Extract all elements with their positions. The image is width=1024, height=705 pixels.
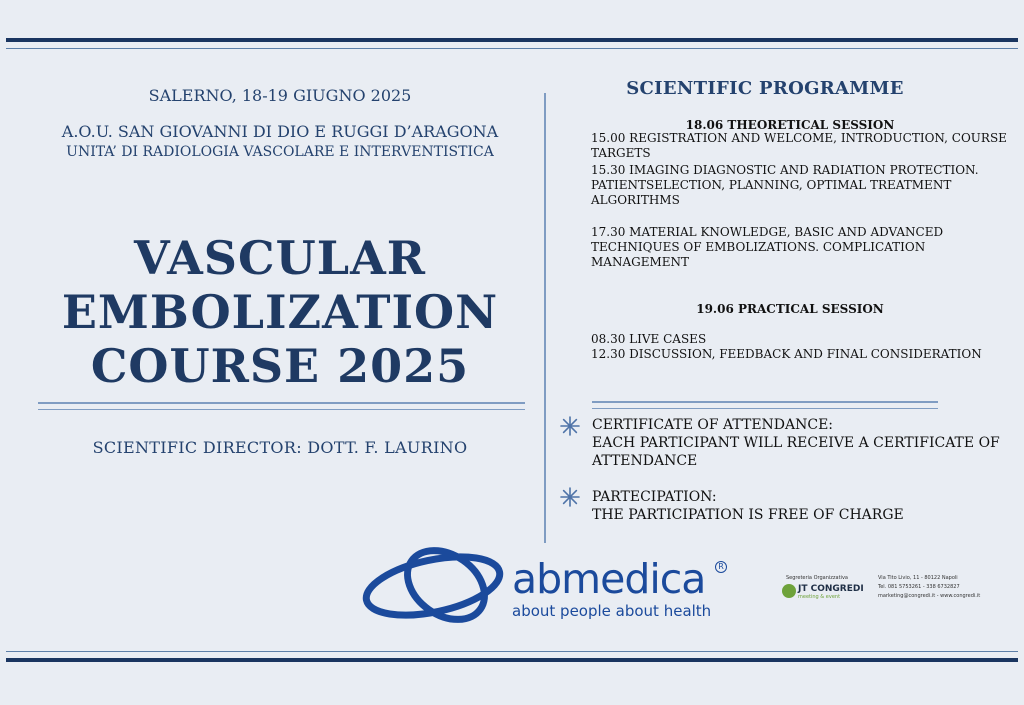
- course-title-line2: EMBOLIZATION: [61, 285, 499, 339]
- left-divider-line: [38, 402, 525, 404]
- left-divider-line: [38, 409, 525, 410]
- course-title-line1: VASCULAR: [133, 231, 427, 285]
- top-border-thick: [6, 38, 1018, 42]
- programme-title: SCIENTIFIC PROGRAMME: [626, 78, 904, 99]
- certificate-info: CERTIFICATE OF ATTENDANCE: EACH PARTICIPANT WILL RECEIVE A CERTIFICATE OF ATTENDANCE: [592, 417, 1000, 469]
- top-border-thin: [6, 48, 1018, 49]
- programme-item: 12.30 DISCUSSION, FEEDBACK AND FINAL CONSIDERATION: [591, 347, 982, 361]
- hospital-name: A.O.U. SAN GIOVANNI DI DIO E RUGGI D’ARAGONA: [61, 122, 499, 141]
- location-date: SALERNO, 18-19 GIUGNO 2025: [148, 86, 412, 105]
- organizer-label: Segreteria Organizzativa: [786, 575, 848, 581]
- programme-item: 15.00 REGISTRATION AND WELCOME, INTRODUCTION, COURSE TARGETS: [591, 131, 1007, 160]
- programme-item: 15.30 IMAGING DIAGNOSTIC AND RADIATION PROTECTION. PATIENTSELECTION, PLANNING, OPTIMAL TREATMENT ALGORITHMS: [591, 163, 979, 207]
- organizer-name: JT CONGREDI: [798, 584, 864, 594]
- sparkle-icon: [560, 416, 580, 436]
- programme-item: 17.30 MATERIAL KNOWLEDGE, BASIC AND ADVANCED TECHNIQUES OF EMBOLIZATIONS. COMPLICATION MANAGEMENT: [591, 225, 944, 269]
- scientific-director: SCIENTIFIC DIRECTOR: DOTT. F. LAURINO: [92, 438, 468, 457]
- sparkle-icon: [560, 487, 580, 507]
- session-heading: 18.06 THEORETICAL SESSION: [685, 118, 895, 132]
- bottom-border-thick: [6, 658, 1018, 662]
- hospital-unit: UNITA’ DI RADIOLOGIA VASCOLARE E INTERVENTISTICA: [66, 144, 494, 160]
- right-divider-line: [592, 401, 938, 403]
- abmedica-logo-icon: [358, 545, 508, 627]
- organizer-logo-icon: [782, 584, 796, 598]
- organizer-subtitle: meeting & event: [798, 594, 841, 600]
- course-title-line3: COURSE 2025: [90, 339, 470, 393]
- sponsor-name: abmedica: [512, 555, 706, 603]
- sponsor-tagline: about people about health: [512, 602, 712, 620]
- column-divider: [544, 93, 546, 543]
- bottom-border-thin: [6, 651, 1018, 652]
- programme-item: 08.30 LIVE CASES: [591, 332, 707, 346]
- organizer-phone: Tel. 081 5753261 - 338 6732827: [878, 584, 960, 590]
- participation-info: PARTECIPATION: THE PARTICIPATION IS FREE OF CHARGE: [592, 489, 904, 523]
- organizer-address: Via Tito Livio, 11 - 80122 Napoli: [878, 575, 958, 581]
- organizer-web: marketing@congredi.it - www.congredi.it: [878, 593, 981, 599]
- right-divider-line: [592, 408, 938, 409]
- registered-mark: R: [715, 561, 727, 573]
- session-heading: 19.06 PRACTICAL SESSION: [696, 302, 884, 316]
